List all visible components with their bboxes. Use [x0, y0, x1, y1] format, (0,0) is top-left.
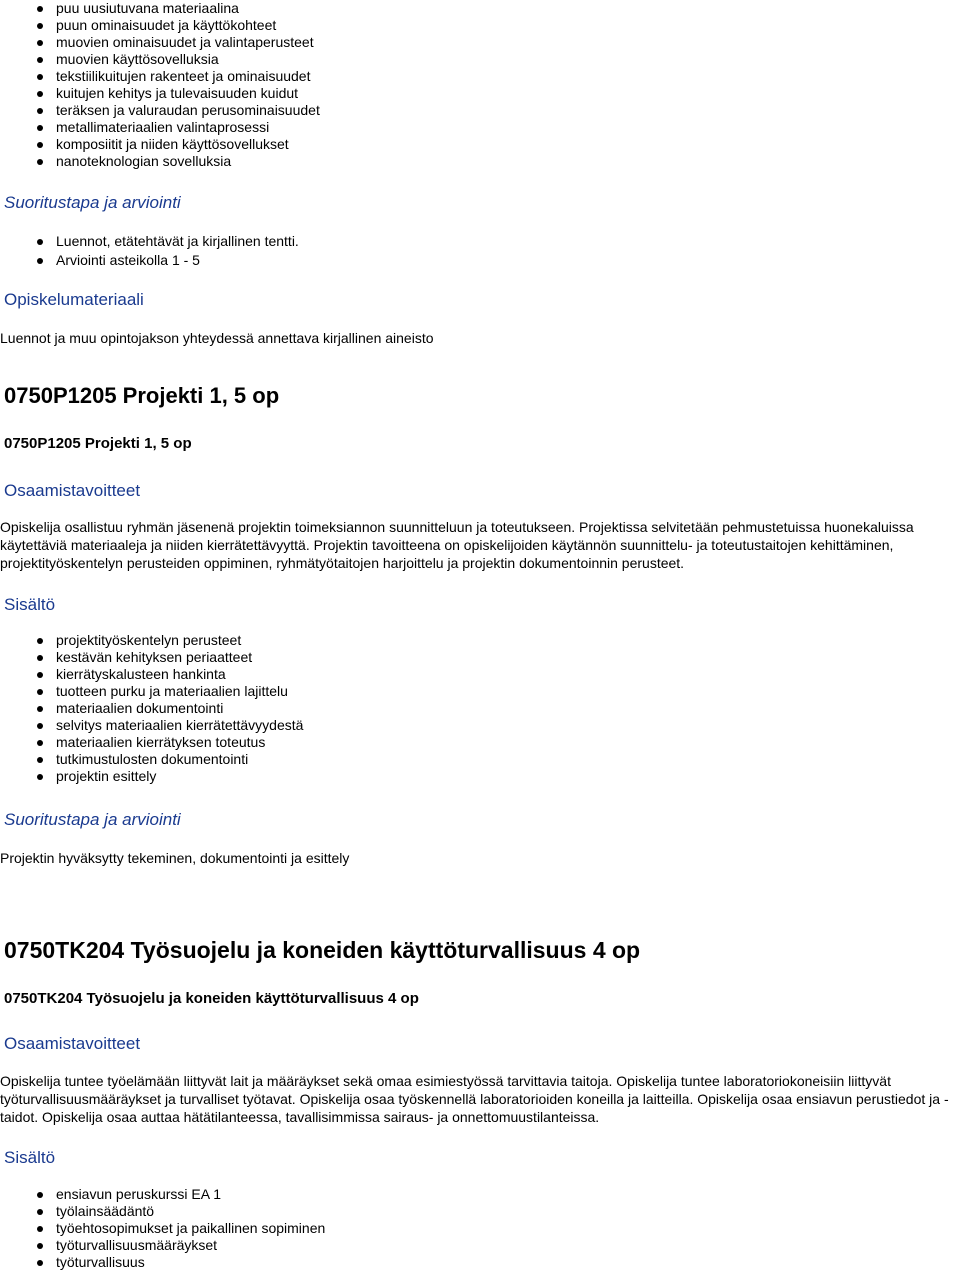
section-heading-osaamistavoitteet-2: Osaamistavoitteet — [4, 1034, 141, 1053]
list-item: tutkimustulosten dokumentointi — [0, 751, 303, 768]
list-item: työturvallisuusmääräykset — [0, 1237, 325, 1254]
list-item: puu uusiutuvana materiaalina — [0, 0, 320, 17]
list-item: kierrätyskalusteen hankinta — [0, 666, 303, 683]
section-heading-sisalto: Sisältö — [4, 595, 56, 614]
sisalto-list — [0, 632, 303, 785]
list-item: Arviointi asteikolla 1 - 5 — [0, 251, 299, 270]
list-item: nanoteknologian sovelluksia — [0, 153, 320, 170]
osaamistavoitteet-text: Opiskelija osallistuu ryhmän jäsenenä projektin toimeksiannon suunnitteluun ja toteutukseen. Projektissa selvitetään pehmustetuissa huonekaluissa käytettäviä materiaaleja ja niiden kierrätettävyyttä. Projektin tavoitteena on opiskelijoiden käytännön suunnittelu- ja toteutustaitojen kehittäminen, projektityöskentelyn perusteiden oppiminen, ryhmätyötaitojen harjoittelu ja projektin dokumentoinnin perusteet. — [0, 519, 914, 571]
list-item: tekstiilikuitujen rakenteet ja ominaisuudet — [0, 68, 320, 85]
list-item: työehtosopimukset ja paikallinen sopiminen — [0, 1220, 325, 1237]
list-item: projektityöskentelyn perusteet — [0, 632, 303, 649]
list-item: tuotteen purku ja materiaalien lajittelu — [0, 683, 303, 700]
section-heading-suoritustapa-2: Suoritustapa ja arviointi — [4, 810, 181, 829]
course-title-tyosuojelu: 0750TK204 Työsuojelu ja koneiden käyttöturvallisuus 4 op — [4, 937, 641, 963]
list-item: teräksen ja valuraudan perusominaisuudet — [0, 102, 320, 119]
list-item: työturvallisuus — [0, 1254, 325, 1271]
section-heading-opiskelumateriaali: Opiskelumateriaali — [4, 290, 144, 309]
list-item: projektin esittely — [0, 768, 303, 785]
course-title-projekti: 0750P1205 Projekti 1, 5 op — [4, 383, 280, 408]
list-item: ensiavun peruskurssi EA 1 — [0, 1186, 325, 1203]
list-item: materiaalien dokumentointi — [0, 700, 303, 717]
suoritustapa-text: Projektin hyväksytty tekeminen, dokumentointi ja esittely — [0, 850, 350, 866]
top-bullet-list — [0, 0, 320, 170]
list-item: muovien ominaisuudet ja valintaperusteet — [0, 34, 320, 51]
section-heading-osaamistavoitteet: Osaamistavoitteet — [4, 481, 141, 500]
course-subtitle-tyosuojelu: 0750TK204 Työsuojelu ja koneiden käyttöturvallisuus 4 op — [4, 990, 419, 1007]
list-item: materiaalien kierrätyksen toteutus — [0, 734, 303, 751]
list-item: kuitujen kehitys ja tulevaisuuden kuidut — [0, 85, 320, 102]
osaamistavoitteet-text-2: Opiskelija tuntee työelämään liittyvät lait ja määräykset sekä omaa esimiestyössä tarvittavia taitoja. Opiskelija tuntee laboratoriokoneisiin liittyvät työturvallisuusmääräykset ja turvalliset työtavat. Opiskelija osaa työskennellä laboratorioiden koneilla ja laitteilla. Opiskelija osaa ensiavun perustiedot ja -taidot. Opiskelija osaa auttaa hätätilanteessa, tavallisimmissa sairaus- ja onnettomuustilanteissa. — [0, 1073, 949, 1125]
list-item: komposiitit ja niiden käyttösovellukset — [0, 136, 320, 153]
section-heading-sisalto-2: Sisältö — [4, 1148, 56, 1167]
list-item: selvitys materiaalien kierrätettävyydestä — [0, 717, 303, 734]
list-item: puun ominaisuudet ja käyttökohteet — [0, 17, 320, 34]
list-item: kestävän kehityksen periaatteet — [0, 649, 303, 666]
list-item: muovien käyttösovelluksia — [0, 51, 320, 68]
suoritustapa-list — [0, 232, 299, 270]
list-item: Luennot, etätehtävät ja kirjallinen tentti. — [0, 232, 299, 251]
list-item: työlainsäädäntö — [0, 1203, 325, 1220]
opiskelumateriaali-text: Luennot ja muu opintojakson yhteydessä annettava kirjallinen aineisto — [0, 330, 434, 346]
sisalto-list-2 — [0, 1186, 325, 1271]
section-heading-suoritustapa: Suoritustapa ja arviointi — [4, 193, 181, 212]
list-item: metallimateriaalien valintaprosessi — [0, 119, 320, 136]
course-subtitle-projekti: 0750P1205 Projekti 1, 5 op — [4, 435, 192, 452]
